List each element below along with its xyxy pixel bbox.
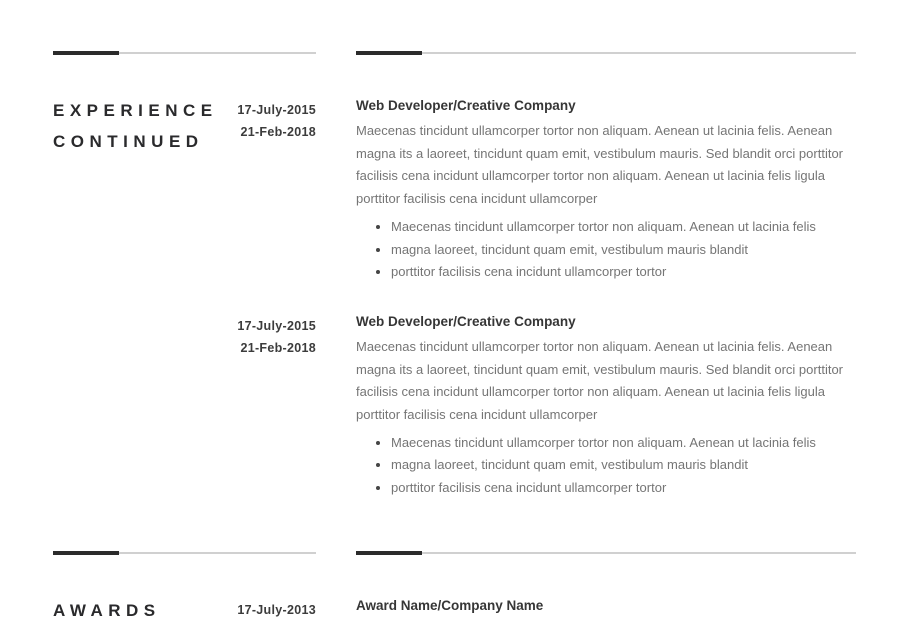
entry-bullet-list	[356, 432, 856, 500]
entry-description: Maecenas tincidunt ullamcorper tortor non aliquam. Aenean ut lacinia felis. Aenean magna its a laoreet, tincidunt quam emit, vestibulum mauris. Sed blandit orci porttitor facilisis cena incidunt ullamcorper tortor non aliquam. Aenean ut lacinia felis ligula porttitor facilisis cena incidunt ullamcorper	[356, 123, 844, 207]
section-heading-line-2: CONTINUED	[53, 132, 204, 151]
entry-dates	[53, 314, 316, 500]
experience-continued-section	[53, 51, 856, 500]
entry-content	[356, 98, 856, 284]
section-heading-line-1: EXPERIENCE	[53, 101, 218, 120]
entry-bullet-list	[356, 216, 856, 284]
divider-left	[53, 52, 316, 54]
divider-left	[53, 552, 316, 554]
divider-right-dark-segment	[356, 551, 422, 555]
entry-title: Web Developer/Creative Company	[356, 313, 576, 329]
divider-left-dark-segment	[53, 51, 119, 55]
awards-entries	[53, 598, 856, 621]
section-heading-awards	[53, 595, 161, 626]
divider-right-dark-segment	[356, 51, 422, 55]
entry-content	[356, 314, 856, 500]
entry-start-date: 17-July-2015	[237, 103, 316, 117]
entry-bullet: • magna laoreet, tincidunt quam emit, vestibulum mauris blandit	[391, 454, 856, 477]
divider-right	[356, 52, 856, 54]
awards-section	[53, 551, 856, 621]
divider-left-dark-segment	[53, 551, 119, 555]
entry-bullet: • Maecenas tincidunt ullamcorper tortor non aliquam. Aenean ut lacinia felis	[391, 216, 856, 239]
entry-bullet: • porttitor facilisis cena incidunt ullamcorper tortor	[391, 477, 856, 500]
section-heading-line-1: AWARDS	[53, 601, 161, 620]
divider-right	[356, 552, 856, 554]
experience-entry-2	[53, 314, 856, 500]
experience-entries	[53, 98, 856, 500]
entry-bullet: • porttitor facilisis cena incidunt ullamcorper tortor	[391, 261, 856, 284]
entry-description: Maecenas tincidunt ullamcorper tortor non aliquam. Aenean ut lacinia felis. Aenean magna its a laoreet, tincidunt quam emit, vestibulum mauris. Sed blandit orci porttitor facilisis cena incidunt ullamcorper tortor non aliquam. Aenean ut lacinia felis ligula porttitor facilisis cena incidunt ullamcorper	[356, 338, 844, 423]
entry-content	[356, 598, 856, 621]
entry-title: Web Developer/Creative Company	[356, 98, 576, 113]
entry-title: Award Name/Company Name	[356, 598, 544, 613]
section-heading-experience	[53, 95, 218, 157]
award-entry-1	[53, 598, 856, 621]
entry-bullet: • magna laoreet, tincidunt quam emit, vestibulum mauris blandit	[391, 239, 856, 262]
entry-end-date: 21-Feb-2018	[240, 340, 316, 355]
entry-end-date: 21-Feb-2018	[240, 125, 316, 139]
entry-bullet: • Maecenas tincidunt ullamcorper tortor non aliquam. Aenean ut lacinia felis	[391, 432, 856, 455]
entry-start-date: 17-July-2013	[237, 603, 316, 617]
entry-start-date: 17-July-2015	[237, 318, 316, 333]
section-divider-row	[53, 551, 856, 555]
section-divider-row	[53, 51, 856, 55]
